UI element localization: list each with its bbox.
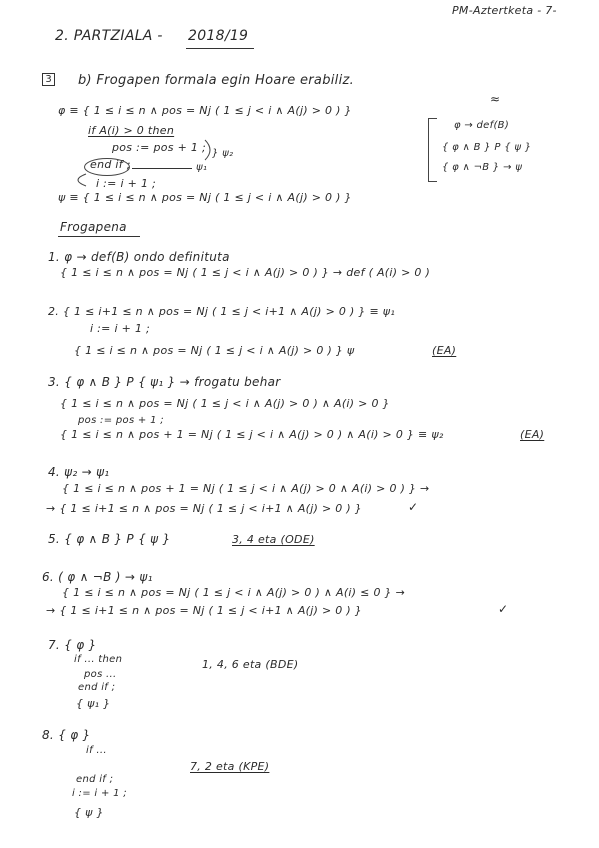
- step-6-formula-a: { 1 ≤ i ≤ n ∧ pos = Nj ( 1 ≤ j < i ∧ A(j) > 0 ) ∧ A(i) ≤ 0 } →: [62, 586, 406, 599]
- tilde-sign: ≈: [490, 92, 501, 106]
- step-5-reference: 3, 4 eta (ODE): [232, 533, 315, 546]
- step-7-reference: 1, 4, 6 eta (BDE): [202, 658, 299, 671]
- if-statement: if A(i) > 0 then: [88, 124, 175, 137]
- step-3-title: 3. { φ ∧ B } P { ψ₁ } → frogatu behar: [48, 375, 281, 389]
- step-7-title: 7. { φ }: [48, 638, 97, 652]
- page-title: 2. PARTZIALA -: [55, 28, 163, 44]
- step-3-rule-tag: (EA): [520, 428, 545, 441]
- page-year: 2018/19: [188, 28, 249, 44]
- precondition-phi: φ ≡ { 1 ≤ i ≤ n ∧ pos = Nj ( 1 ≤ j < i ∧ A(j) > 0 ) }: [58, 104, 352, 117]
- step-6-formula-b: → { 1 ≤ i+1 ≤ n ∧ pos = Nj ( 1 ≤ j < i+1 ∧ A(j) > 0 ) }: [46, 604, 363, 617]
- side-rule-3: { φ ∧ ¬B } → ψ: [442, 162, 523, 173]
- step-7-end-if: end if ;: [78, 682, 116, 693]
- step-2-formula: 2. { 1 ≤ i+1 ≤ n ∧ pos = Nj ( 1 ≤ j < i+1 ∧ A(j) > 0 ) } ≡ ψ₁: [48, 305, 396, 318]
- step-2-assignment: i := i + 1 ;: [90, 322, 151, 335]
- step-8-title: 8. { φ }: [42, 728, 91, 742]
- step-7-post: { ψ₁ }: [76, 697, 111, 710]
- exercise-number-box: 3: [42, 73, 55, 86]
- step-8-end-if: end if ;: [76, 774, 114, 785]
- increment-statement: i := i + 1 ;: [96, 177, 157, 190]
- step-3-assignment: pos := pos + 1 ;: [78, 415, 164, 426]
- step-2-rule-tag: (EA): [432, 344, 457, 357]
- step-8-reference: 7, 2 eta (KPE): [190, 760, 270, 773]
- step-4-formula-b: → { 1 ≤ i+1 ≤ n ∧ pos = Nj ( 1 ≤ j < i+1 ∧ A(j) > 0 ) }: [46, 502, 363, 515]
- step-6-checkmark: ✓: [498, 602, 509, 616]
- step-8-increment: i := i + 1 ;: [72, 788, 127, 799]
- step-7-if: if ... then: [74, 654, 123, 665]
- side-rule-2: { φ ∧ B } P { ψ }: [442, 142, 532, 153]
- step-8-if: if ...: [86, 745, 107, 756]
- step-4-title: 4. ψ₂ → ψ₁: [48, 465, 110, 479]
- exam-tag: PM-Aztertketa - 7-: [452, 4, 557, 17]
- step-7-pos: pos ...: [84, 669, 117, 680]
- step-1-formula: { 1 ≤ i ≤ n ∧ pos = Nj ( 1 ≤ j < i ∧ A(j) > 0 ) } → def ( A(i) > 0 ): [60, 266, 431, 279]
- step-2-post: { 1 ≤ i ≤ n ∧ pos = Nj ( 1 ≤ j < i ∧ A(j) > 0 ) } ψ: [74, 344, 355, 357]
- step-4-formula-a: { 1 ≤ i ≤ n ∧ pos + 1 = Nj ( 1 ≤ j < i ∧ A(j) > 0 ∧ A(i) > 0 ) } →: [62, 482, 430, 495]
- end-if-statement: end if ;: [90, 158, 131, 171]
- step-6-title: 6. ( φ ∧ ¬B ) → ψ₁: [42, 570, 153, 584]
- pos-assignment: pos := pos + 1 ;: [112, 141, 207, 154]
- proof-heading-underline: [58, 236, 140, 237]
- step-1-title: 1. φ → def(B) ondo definituta: [48, 250, 230, 264]
- side-rule-1: φ → def(B): [454, 120, 510, 131]
- step-5-title: 5. { φ ∧ B } P { ψ }: [48, 532, 171, 546]
- postcondition-psi: ψ ≡ { 1 ≤ i ≤ n ∧ pos = Nj ( 1 ≤ j < i ∧ A(j) > 0 ) }: [58, 191, 352, 204]
- step-3-pre: { 1 ≤ i ≤ n ∧ pos = Nj ( 1 ≤ j < i ∧ A(j) > 0 ) ∧ A(i) > 0 }: [60, 397, 390, 410]
- step-4-checkmark: ✓: [408, 500, 419, 514]
- psi1-label: ψ₁: [196, 162, 208, 173]
- exercise-part-b: b) Frogapen formala egin Hoare erabiliz.: [78, 73, 355, 88]
- step-8-post: { ψ }: [74, 806, 104, 819]
- proof-heading: Frogapena: [60, 220, 127, 234]
- psi2-label: } ψ₂: [212, 148, 234, 159]
- step-3-post: { 1 ≤ i ≤ n ∧ pos + 1 = Nj ( 1 ≤ j < i ∧ A(j) > 0 ) ∧ A(i) > 0 } ≡ ψ₂: [60, 428, 444, 441]
